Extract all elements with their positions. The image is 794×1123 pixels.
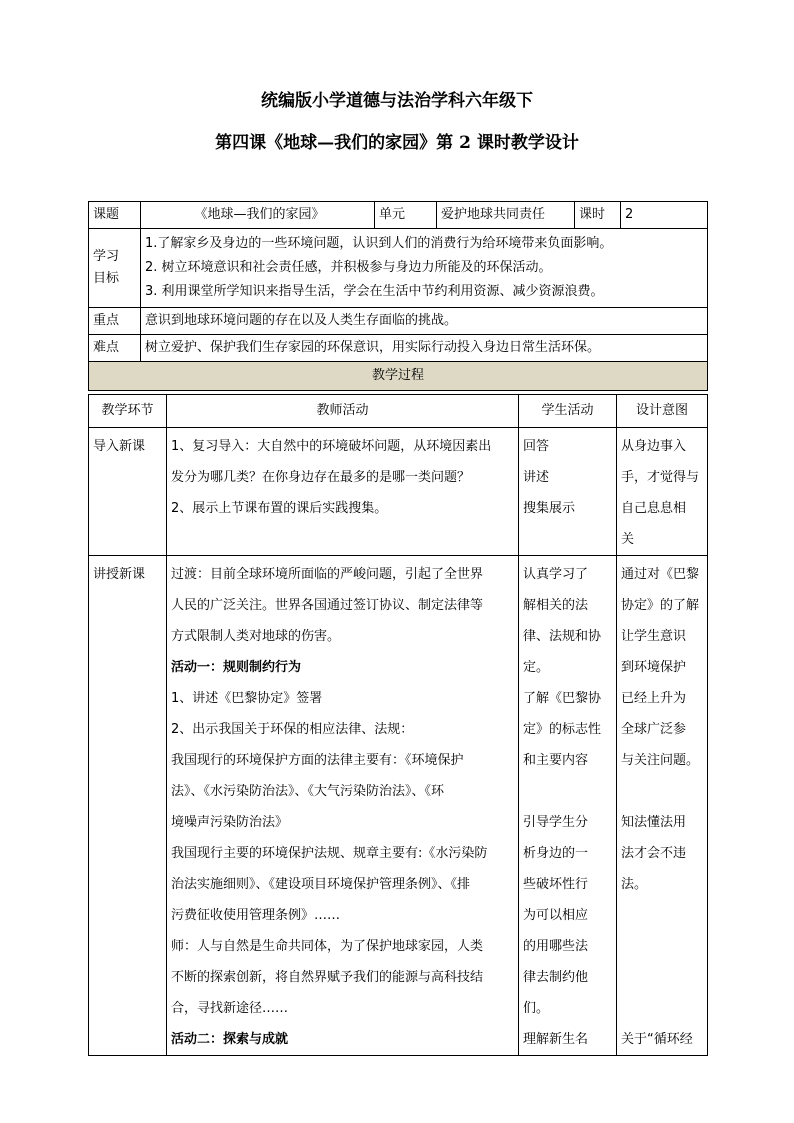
- unit-label: 单元: [375, 202, 437, 229]
- col-header-teacher: 教师活动: [167, 395, 519, 428]
- goal-item: 2. 树立环境意识和社会责任感，并积极参与身边力所能及的环保活动。: [145, 260, 552, 275]
- goal-item: 1.了解家乡及身边的一些环境问题，认识到人们的消费行为给环境带来负面影响。: [145, 236, 613, 251]
- period-label: 课时: [575, 202, 621, 229]
- process-header-row: [89, 395, 708, 428]
- difficulty-label: 难点: [89, 335, 141, 362]
- intent-cell: 从身边事入 手，才觉得与 自己息息相 关: [617, 428, 708, 556]
- topic-label: 课题: [89, 202, 141, 229]
- col-header-stage: 教学环节: [89, 395, 167, 428]
- activity-one-heading: 活动一：规则制约行为: [171, 660, 302, 675]
- key-value: 意识到地球环境问题的存在以及人类生存面临的挑战。: [141, 308, 708, 335]
- unit-value: 爱护地球共同责任: [437, 202, 575, 229]
- process-title: 教学过程: [89, 362, 708, 391]
- process-row-new: [89, 556, 708, 1056]
- process-bar-row: [89, 362, 708, 391]
- process-row-intro: [89, 428, 708, 556]
- document-subtitle: 第四课《地球—我们的家园》第 2 课时教学设计: [215, 133, 579, 153]
- stage-cell: 导入新课: [89, 428, 167, 556]
- topic-row: [89, 202, 708, 229]
- goals-row: [89, 229, 708, 308]
- difficulty-row: [89, 335, 708, 362]
- key-row: [89, 308, 708, 335]
- key-label: 重点: [89, 308, 141, 335]
- topic-value: 《地球—我们的家园》: [141, 202, 375, 229]
- student-cell: 认真学习了 解相关的法 律、法规和协 定。 了解《巴黎协 定》的标志性 和主要内容 引导学生分 析身边的一 些破坏性行 为可以相应 的用哪些法 律去制约他 们。 理解新生名: [519, 556, 617, 1056]
- document-title: 统编版小学道德与法治学科六年级下: [261, 91, 533, 111]
- teacher-cell: 1、复习导入：大自然中的环境破坏问题，从环境因素出 发分为哪几类？在你身边存在最多的是哪一类问题？ 2、展示上节课布置的课后实践搜集。: [167, 428, 519, 556]
- stage-cell: 讲授新课: [89, 556, 167, 1056]
- info-table: [88, 201, 708, 391]
- goals-label: 学习目标: [89, 229, 141, 308]
- intent-cell: 通过对《巴黎 协定》的了解 让学生意识 到环境保护 已经上升为 全球广泛参 与关注问题。 知法懂法用 法才会不违 法。 关于“循环经: [617, 556, 708, 1056]
- difficulty-value: 树立爱护、保护我们生存家园的环保意识，用实际行动投入身边日常生活环保。: [141, 335, 708, 362]
- period-value: 2: [621, 202, 708, 229]
- col-header-student: 学生活动: [519, 395, 617, 428]
- activity-two-heading: 活动二：探索与成就: [171, 1032, 289, 1047]
- col-header-intent: 设计意图: [617, 395, 708, 428]
- goals-list: [141, 229, 708, 308]
- process-table: [88, 394, 708, 1056]
- student-cell: 回答 讲述 搜集展示: [519, 428, 617, 556]
- goal-item: 3. 利用课堂所学知识来指导生活，学会在生活中节约利用资源、减少资源浪费。: [145, 284, 604, 299]
- teacher-cell: 过渡：目前全球环境所面临的严峻问题，引起了全世界 人民的广泛关注。世界各国通过签订协议、制定法律等 方式限制人类对地球的伤害。 活动一：规则制约行为 1、讲述《巴黎协定》签署 2、出示我国关于环保的相应法律、法规： 我国现行的环境保护方面的法律主要有：《环境保护 法》、《水污染防治法》、《大气污染防治法》、《环 境噪声污染防治法》 我国现行主要的环境保护法规、规章主要有:《水污染防 治法实施细则》、《建设项目环境保护管理条例》、《排 污费征收使用管理条例》…… 师：人与自然是生命共同体，为了保护地球家园，人类 不断的探索创新，将自然界赋予我们的能源与高科技结 合，寻找新途径…… 活动二：探索与成就: [167, 556, 519, 1056]
